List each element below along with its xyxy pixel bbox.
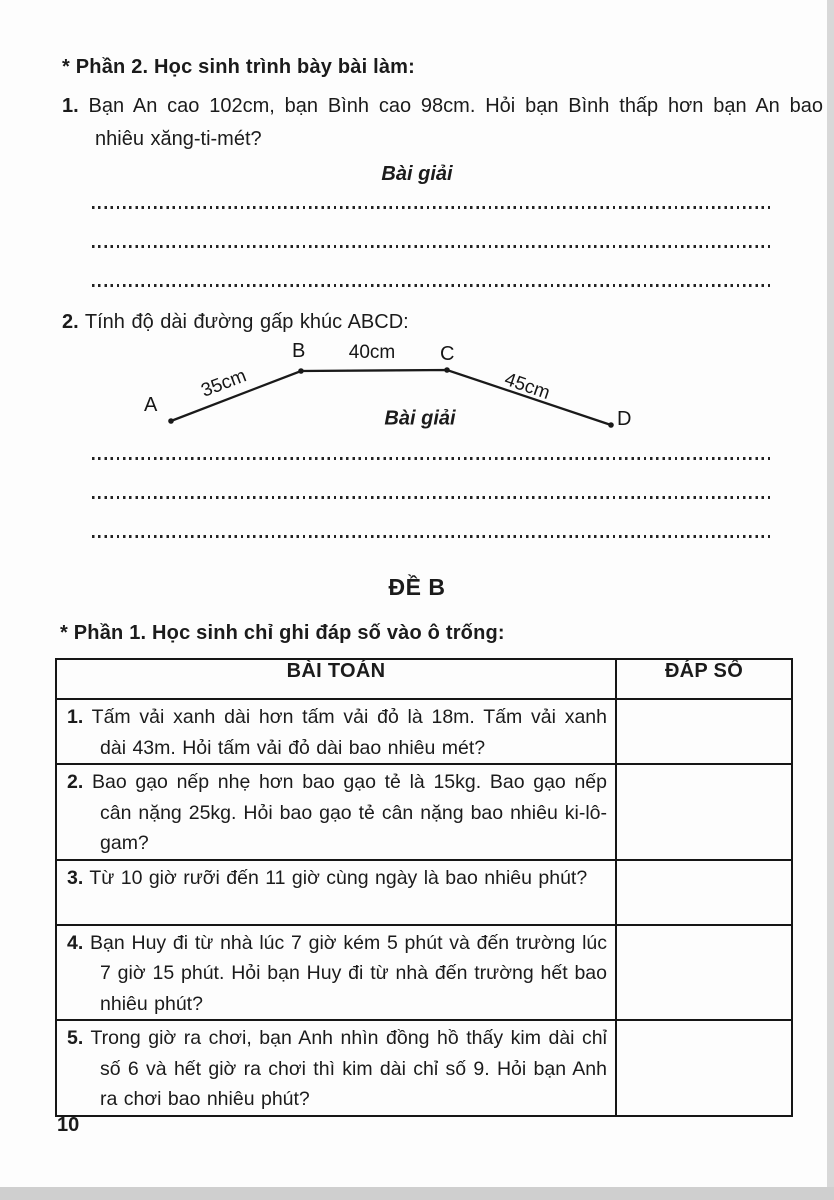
table-row — [56, 925, 792, 1021]
row-number: 1. — [67, 706, 84, 728]
table-header-row — [56, 659, 792, 699]
answer-dotted-line — [92, 206, 771, 209]
row-number: 3. — [67, 866, 84, 889]
table-row — [56, 1020, 792, 1116]
problems-table — [55, 658, 793, 1117]
answer-cell — [616, 764, 792, 860]
answer-cell — [616, 699, 792, 764]
row-text: Bao gạo nếp nhẹ hơn bao gạo tẻ là 15kg. Bao gạo nếp cân nặng 25kg. Hỏi bao gạo tẻ cân nặng bao nhiêu ki-lô-gam? — [91, 771, 607, 854]
row-text: Trong giờ ra chơi, bạn Anh nhìn đồng hồ thấy kim dài chỉ số 6 và hết giờ ra chơi thì kim dài chỉ số 9. Hỏi bạn Anh ra chơi bao nhiêu phút? — [90, 1027, 607, 1110]
problem-cell — [56, 699, 616, 764]
segment-length-ab: 35cm — [198, 365, 250, 402]
solution-label-1: Bài giải — [381, 163, 453, 185]
segment-length-cd: 45cm — [501, 369, 553, 405]
point-label-c: C — [440, 343, 455, 365]
solution-label-2: Bài giải — [384, 407, 456, 430]
vertex-dot-d — [608, 422, 614, 428]
row-text: Bạn Huy đi từ nhà lúc 7 giờ kém 5 phút và đến trường lúc 7 giờ 15 phút. Hỏi bạn Huy đi từ nhà đến trường hết bao nhiêu phút? — [90, 931, 608, 1015]
row-number: 4. — [67, 931, 84, 954]
vertex-dot-a — [168, 418, 174, 424]
problem-cell — [56, 860, 616, 925]
problem-cell — [56, 1020, 616, 1116]
answer-cell — [616, 925, 792, 1021]
table-row — [56, 860, 792, 925]
vertex-dot-c — [444, 367, 450, 373]
col-header-problem: BÀI TOÁN — [56, 659, 616, 699]
answer-dotted-line — [92, 535, 771, 538]
problem-2 — [62, 306, 823, 339]
row-text: Từ 10 giờ rưỡi đến 11 giờ cùng ngày là bao nhiêu phút? — [89, 866, 588, 889]
problem-cell — [56, 764, 616, 860]
problem-cell — [56, 925, 616, 1021]
col-header-answer: ĐÁP SỐ — [616, 659, 792, 699]
point-label-b: B — [292, 340, 306, 362]
problem-1 — [62, 90, 823, 156]
answer-cell — [616, 1020, 792, 1116]
page-number: 10 — [57, 1114, 80, 1136]
table-row — [56, 764, 792, 860]
table-row — [56, 699, 792, 764]
answer-cell — [616, 860, 792, 925]
problem-1-text: Bạn An cao 102cm, bạn Bình cao 98cm. Hỏi bạn Bình thấp hơn bạn An bao nhiêu xăng-ti-mét? — [88, 95, 823, 150]
polyline-abcd-diagram — [120, 338, 700, 450]
answer-dotted-line — [92, 457, 771, 460]
point-label-a: A — [144, 394, 158, 416]
part1-heading: * Phần 1. Học sinh chỉ ghi đáp số vào ô trống: — [60, 622, 505, 644]
problem-1-number: 1. — [62, 95, 79, 117]
answer-dotted-line — [92, 496, 771, 499]
row-number: 5. — [67, 1027, 84, 1049]
segment-length-bc: 40cm — [348, 342, 396, 363]
row-number: 2. — [67, 771, 84, 793]
vertex-dot-b — [298, 368, 304, 374]
answer-dotted-line — [92, 245, 771, 248]
problem-2-number: 2. — [62, 311, 79, 333]
point-label-d: D — [617, 408, 632, 430]
part2-heading: * Phần 2. Học sinh trình bày bài làm: — [62, 56, 416, 78]
answer-dotted-line — [92, 284, 771, 287]
scan-edge-right — [827, 0, 834, 1200]
row-text: Tấm vải xanh dài hơn tấm vải đỏ là 18m. Tấm vải xanh dài 43m. Hỏi tấm vải đỏ dài bao nhiêu mét? — [91, 706, 607, 759]
problem-2-text: Tính độ dài đường gấp khúc ABCD: — [84, 311, 409, 333]
scan-edge-bottom — [0, 1187, 834, 1200]
de-b-title: ĐỀ B — [388, 574, 446, 600]
